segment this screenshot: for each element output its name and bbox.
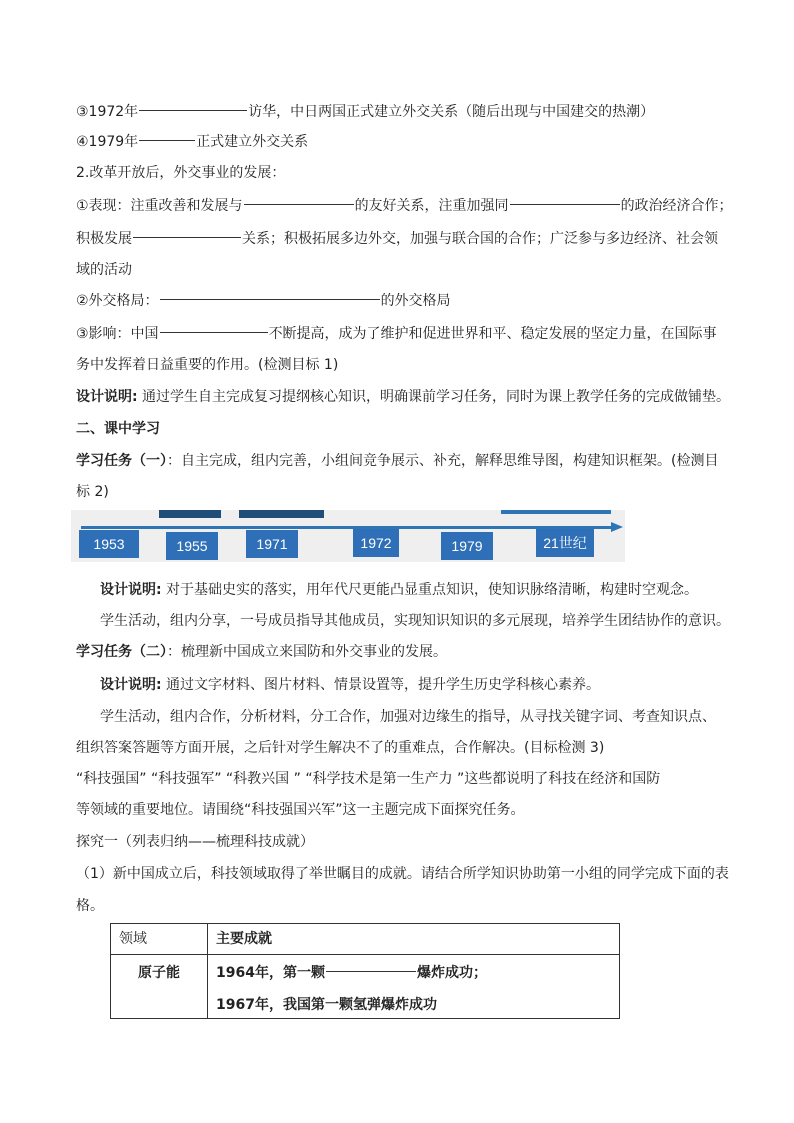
fill-blank[interactable] [139,110,247,111]
timeline-year: 1955 [166,532,218,560]
table-header-row [111,924,620,955]
text-line: 格。 [76,898,104,914]
text-line: ③1972年 访华，中日两国正式建立外交关系（随后出现与中国建交的热潮） [76,104,655,120]
text-line: 组织答案答题等方面开展，之后针对学生解决不了的重难点，合作解决。(目标检测 3) [76,740,605,756]
text-line: ④1979年 正式建立外交关系 [76,134,309,150]
design-note: 设计说明: 通过文字材料、图片材料、情景设置等，提升学生历史学科核心素养。 [100,677,601,693]
design-note: 设计说明: 对于基础史实的落实，用年代尺更能凸显重点知识，使知识脉络清晰，构建时空观念。 [100,582,699,598]
text-line: ①表现：注重改善和发展与 的友好关系，注重加强同 的政治经济合作； [76,198,733,214]
text-line: 域的活动 [76,262,132,278]
timeline-year: 1953 [79,530,139,558]
text-line: 积极发展 关系；积极拓展多边外交，加强与联合国的合作；广泛参与多边经济、社会领 [76,231,718,247]
timeline-year: 1979 [441,532,493,560]
section-heading: 二、课中学习 [76,421,160,437]
table-row [111,955,620,1019]
text-line: （1）新中国成立后，科技领域取得了举世瞩目的成就。请结合所学知识协助第一小组的同学完成下面的表 [76,866,729,882]
text-line: 等领域的重要地位。请围绕“科技强国兴军”这一主题完成下面探究任务。 [76,802,525,818]
task-line: 学习任务（二）：梳理新中国成立来国防和外交事业的发展。 [76,644,447,660]
table-header-cell: 领域 [111,924,208,955]
task-line: 学习任务（一）：自主完成，组内完善，小组间竞争展示、补充，解释思维导图，构建知识框架。(检测目 [76,453,719,469]
text-line: “科技强国” “科技强军” “科教兴国 ” “科学技术是第一生产力 ”这些都说明了科技在经济和国防 [76,771,661,787]
fill-blank[interactable] [139,140,195,141]
text-line: 探究一（列表归纳——梳理科技成就） [76,834,314,850]
table-header-cell: 主要成就 [208,924,620,955]
text-line: ②外交格局： 的外交格局 [76,293,451,309]
timeline-year: 1972 [353,529,399,557]
table-cell-field: 原子能 [111,955,208,1019]
fill-blank[interactable] [510,204,620,205]
section-heading: 2.改革开放后，外交事业的发展： [76,165,286,181]
text-line: 标 2) [76,484,109,500]
timeline-decoration [159,510,221,518]
table-cell-achievement: 1964年，第一颗 爆炸成功； 1967年，我国第一颗氢弹爆炸成功 [208,955,620,1019]
fill-blank[interactable] [160,299,380,300]
text-line: 学生活动，组内合作，分析材料，分工合作，加强对边缘生的指导，从寻找关键字词、考查知识点、 [100,709,716,725]
timeline-arrow-icon [611,522,623,532]
design-note: 设计说明: 通过学生自主完成复习提纲核心知识，明确课前学习任务，同时为课上教学任务的完成做铺垫。 [76,389,731,405]
achievements-table [110,923,620,1019]
timeline-decoration [501,510,611,514]
text-line: 学生活动，组内分享，一号成员指导其他成员，实现知识知识的多元展现，培养学生团结协作的意识。 [100,613,730,629]
text-line: ③影响：中国 不断提高，成为了维护和促进世界和平、稳定发展的坚定力量，在国际事 [76,326,717,342]
timeline-year: 1971 [246,530,298,558]
fill-blank[interactable] [133,237,241,238]
timeline-year: 21世纪 [536,529,594,557]
fill-blank[interactable] [160,332,268,333]
text-line: 务中发挥着日益重要的作用。(检测目标 1) [76,357,339,373]
fill-blank[interactable] [326,971,416,972]
fill-blank[interactable] [244,204,354,205]
timeline-image [71,510,625,562]
timeline-decoration [239,510,324,518]
